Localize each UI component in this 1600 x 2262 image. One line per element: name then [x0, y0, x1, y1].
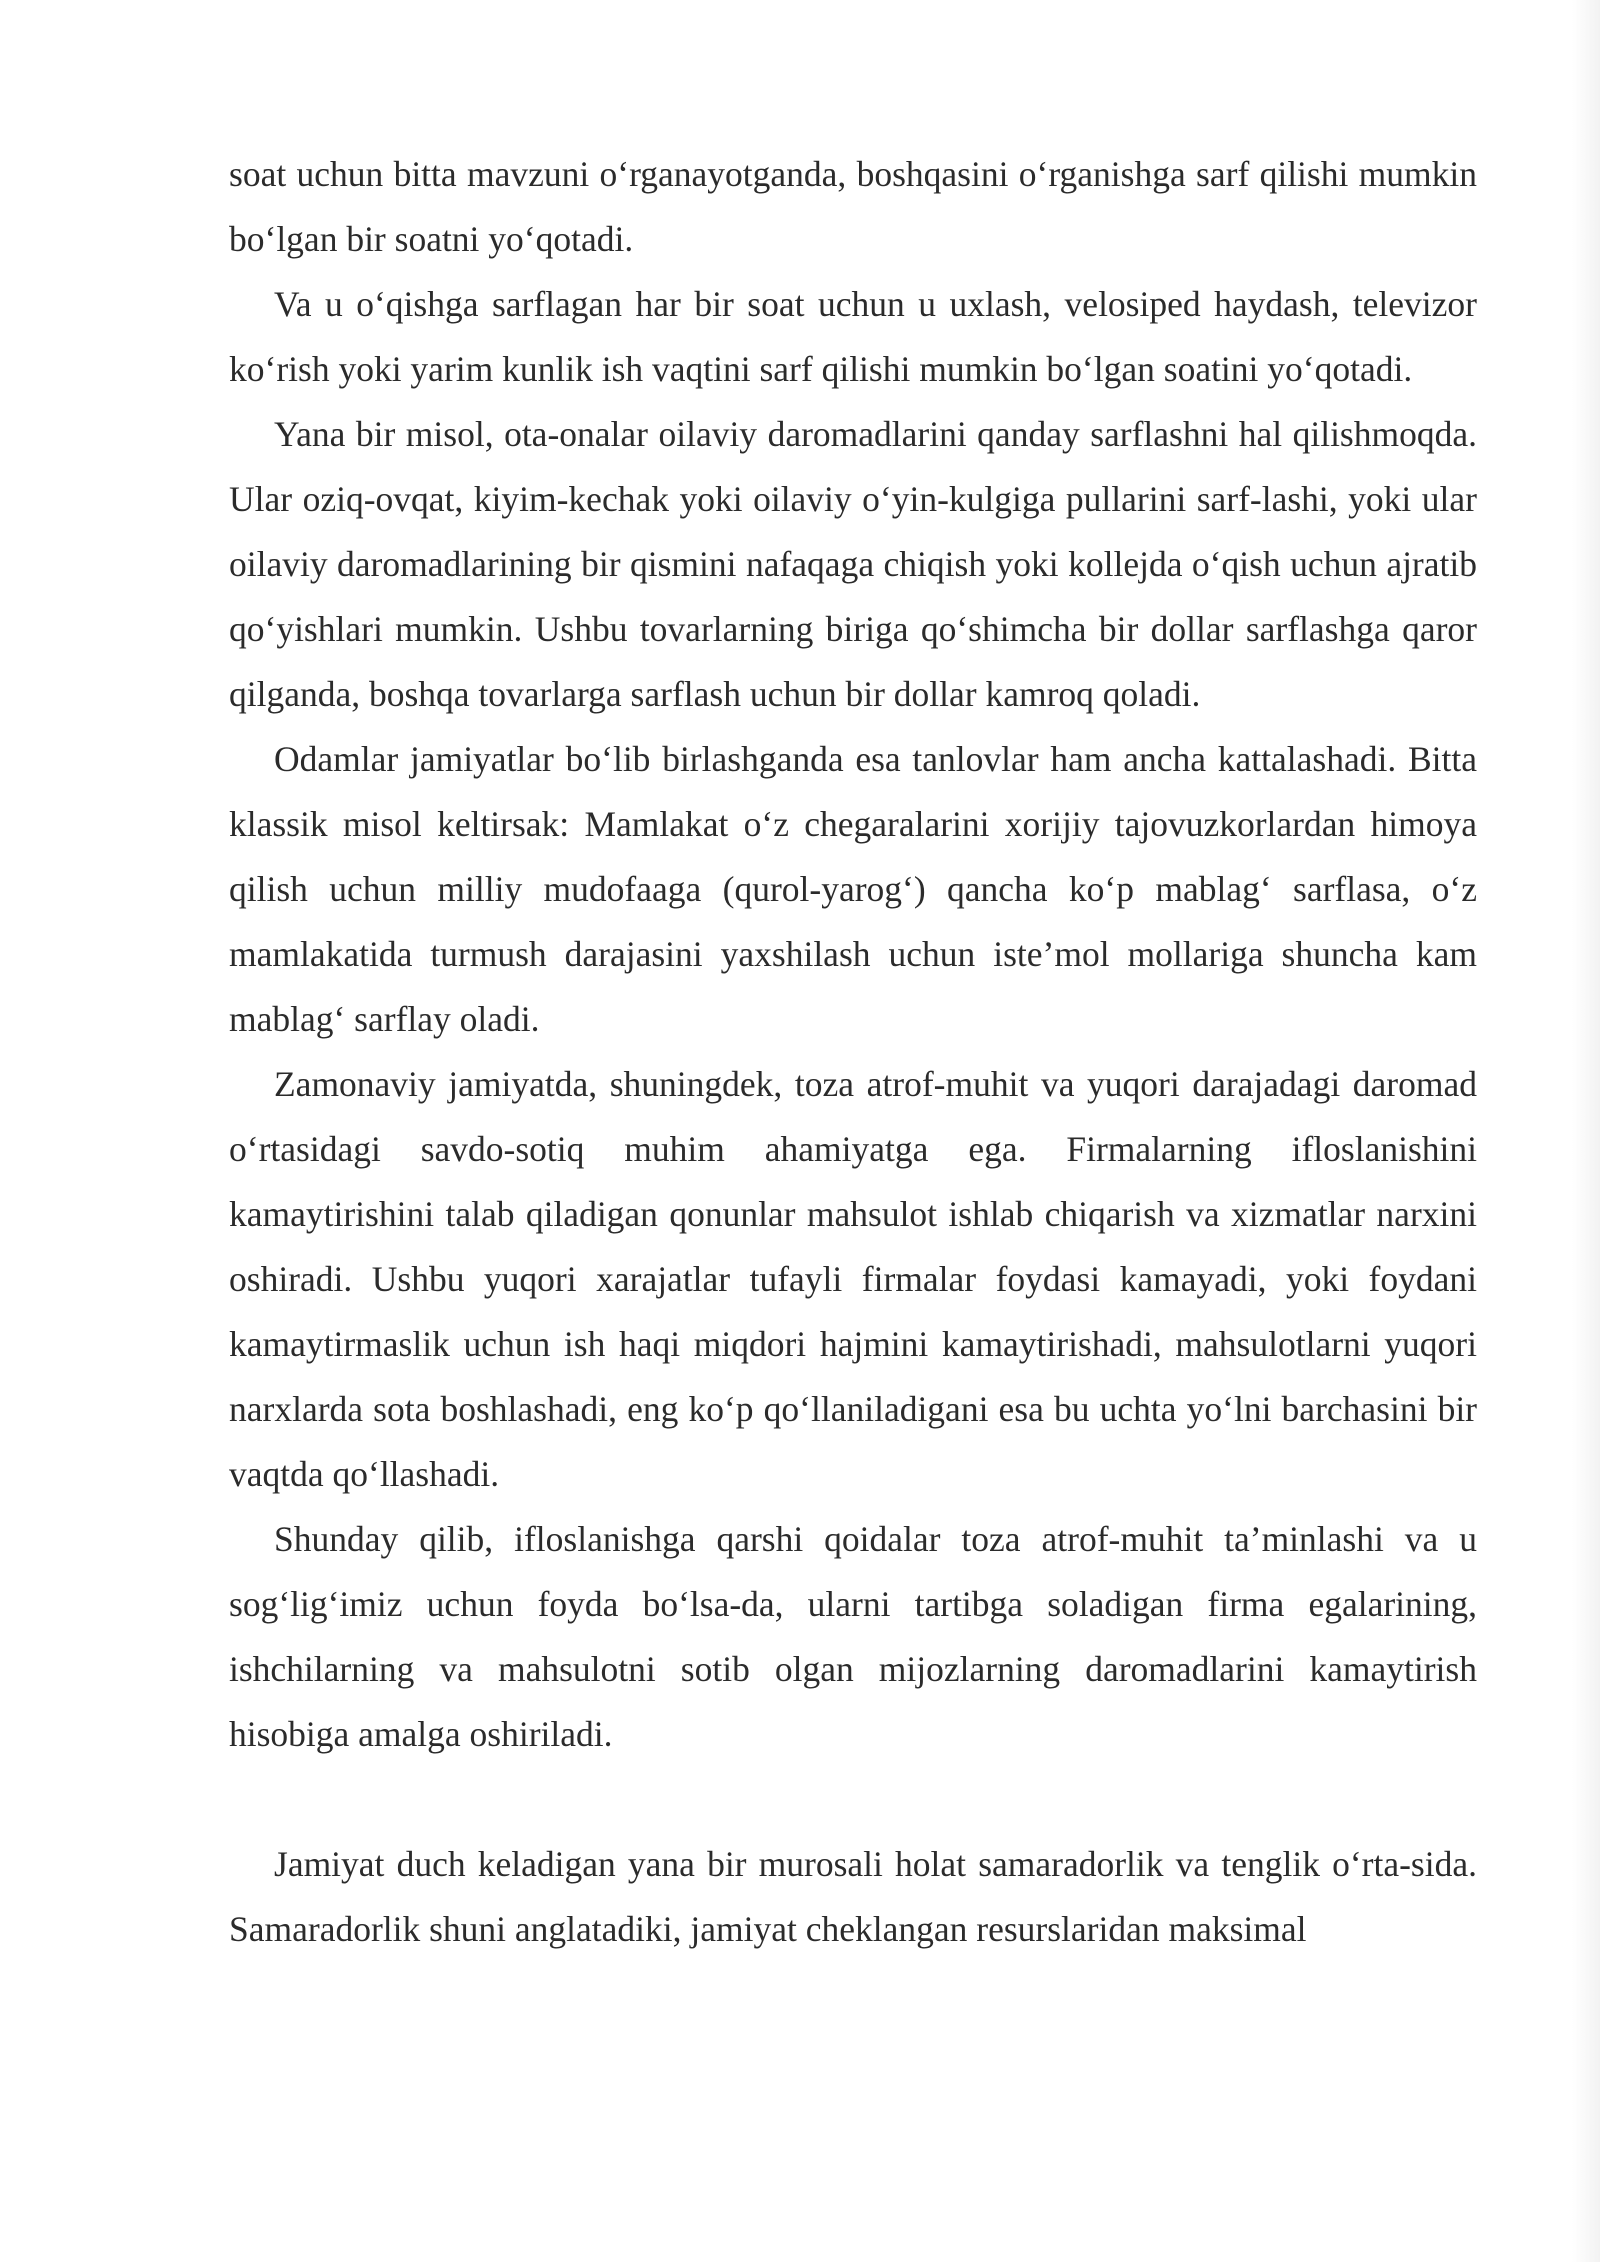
paragraph-efficiency-equity: Jamiyat duch keladigan yana bir murosali holat samaradorlik va tenglik o‘rta-sida. Samaradorlik shuni anglatadiki, jamiyat cheklangan resurslaridan maksimal — [229, 1844, 1477, 1949]
paragraph-clean-environment: Zamonaviy jamiyatda, shuningdek, toza atrof-muhit va yuqori darajadagi daromad o‘rtasidagi savdo-sotiq muhim ahamiyatga ega. Firmalarning ifloslanishini kamaytirishini talab qiladigan qonunlar mahsulot ishlab chiqarish va xizmatlar narxini oshiradi. Ushbu yuqori xarajatlar tufayli firmalar foydasi kamayadi, yoki foydani kamaytirmaslik uchun ish haqi miqdori hajmini kamaytirishadi, mahsulotlarni yuqori narxlarda sota boshlashadi, eng ko‘p qo‘llaniladigani esa bu uchta yo‘lni barchasini bir vaqtda qo‘llashadi. — [229, 1064, 1477, 1494]
paragraph-national-defense: Odamlar jamiyatlar bo‘lib birlashganda esa tanlovlar ham ancha kattalashadi. Bitta klassik misol keltirsak: Mamlakat o‘z chegaralarini xorijiy tajovuzkorlardan himoya qilish uchun milliy mudofaaga (qurol-yarog‘) qancha ko‘p mablag‘ sarflasa, o‘z mamlakatida turmush darajasini yaxshilash uchun iste’mol mollariga shuncha kam mablag‘ sarflay oladi. — [229, 739, 1477, 1039]
paragraph-spacer — [229, 1767, 1477, 1832]
paragraph-pollution-rules: Shunday qilib, ifloslanishga qarshi qoidalar toza atrof-muhit ta’minlashi va u sog‘lig‘imiz uchun foyda bo‘lsa-da, ularni tartibga soladigan firma egalarining, ishchilarning va mahsulotni sotib olgan mijozlarning daromadlarini kamaytirish hisobiga amalga oshiriladi. — [229, 1519, 1477, 1754]
page-edge-shadow — [1572, 0, 1600, 2262]
document-page — [229, 142, 1477, 1962]
paragraph-family-income: Yana bir misol, ota-onalar oilaviy daromadlarini qanday sarflashni hal qilishmoqda. Ular oziq-ovqat, kiyim-kechak yoki oilaviy o‘yin-kulgiga pullarini sarf-lashi, yoki ular oilaviy daromadlarining bir qismini nafaqaga chiqish yoki kollejda o‘qish uchun ajratib qo‘yishlari mumkin. Ushbu tovarlarning biriga qo‘shimcha bir dollar sarflashga qaror qilganda, boshqa tovarlarga sarflash uchun bir dollar kamroq qoladi. — [229, 414, 1477, 714]
paragraph-study-hour: Va u o‘qishga sarflagan har bir soat uchun u uxlash, velosiped haydash, televizor ko‘rish yoki yarim kunlik ish vaqtini sarf qilishi mumkin bo‘lgan soatini yo‘qotadi. — [229, 284, 1477, 389]
paragraph-continuation: soat uchun bitta mavzuni o‘rganayotganda, boshqasini o‘rganishga sarf qilishi mumkin bo‘lgan bir soatni yo‘qotadi. — [229, 154, 1477, 259]
